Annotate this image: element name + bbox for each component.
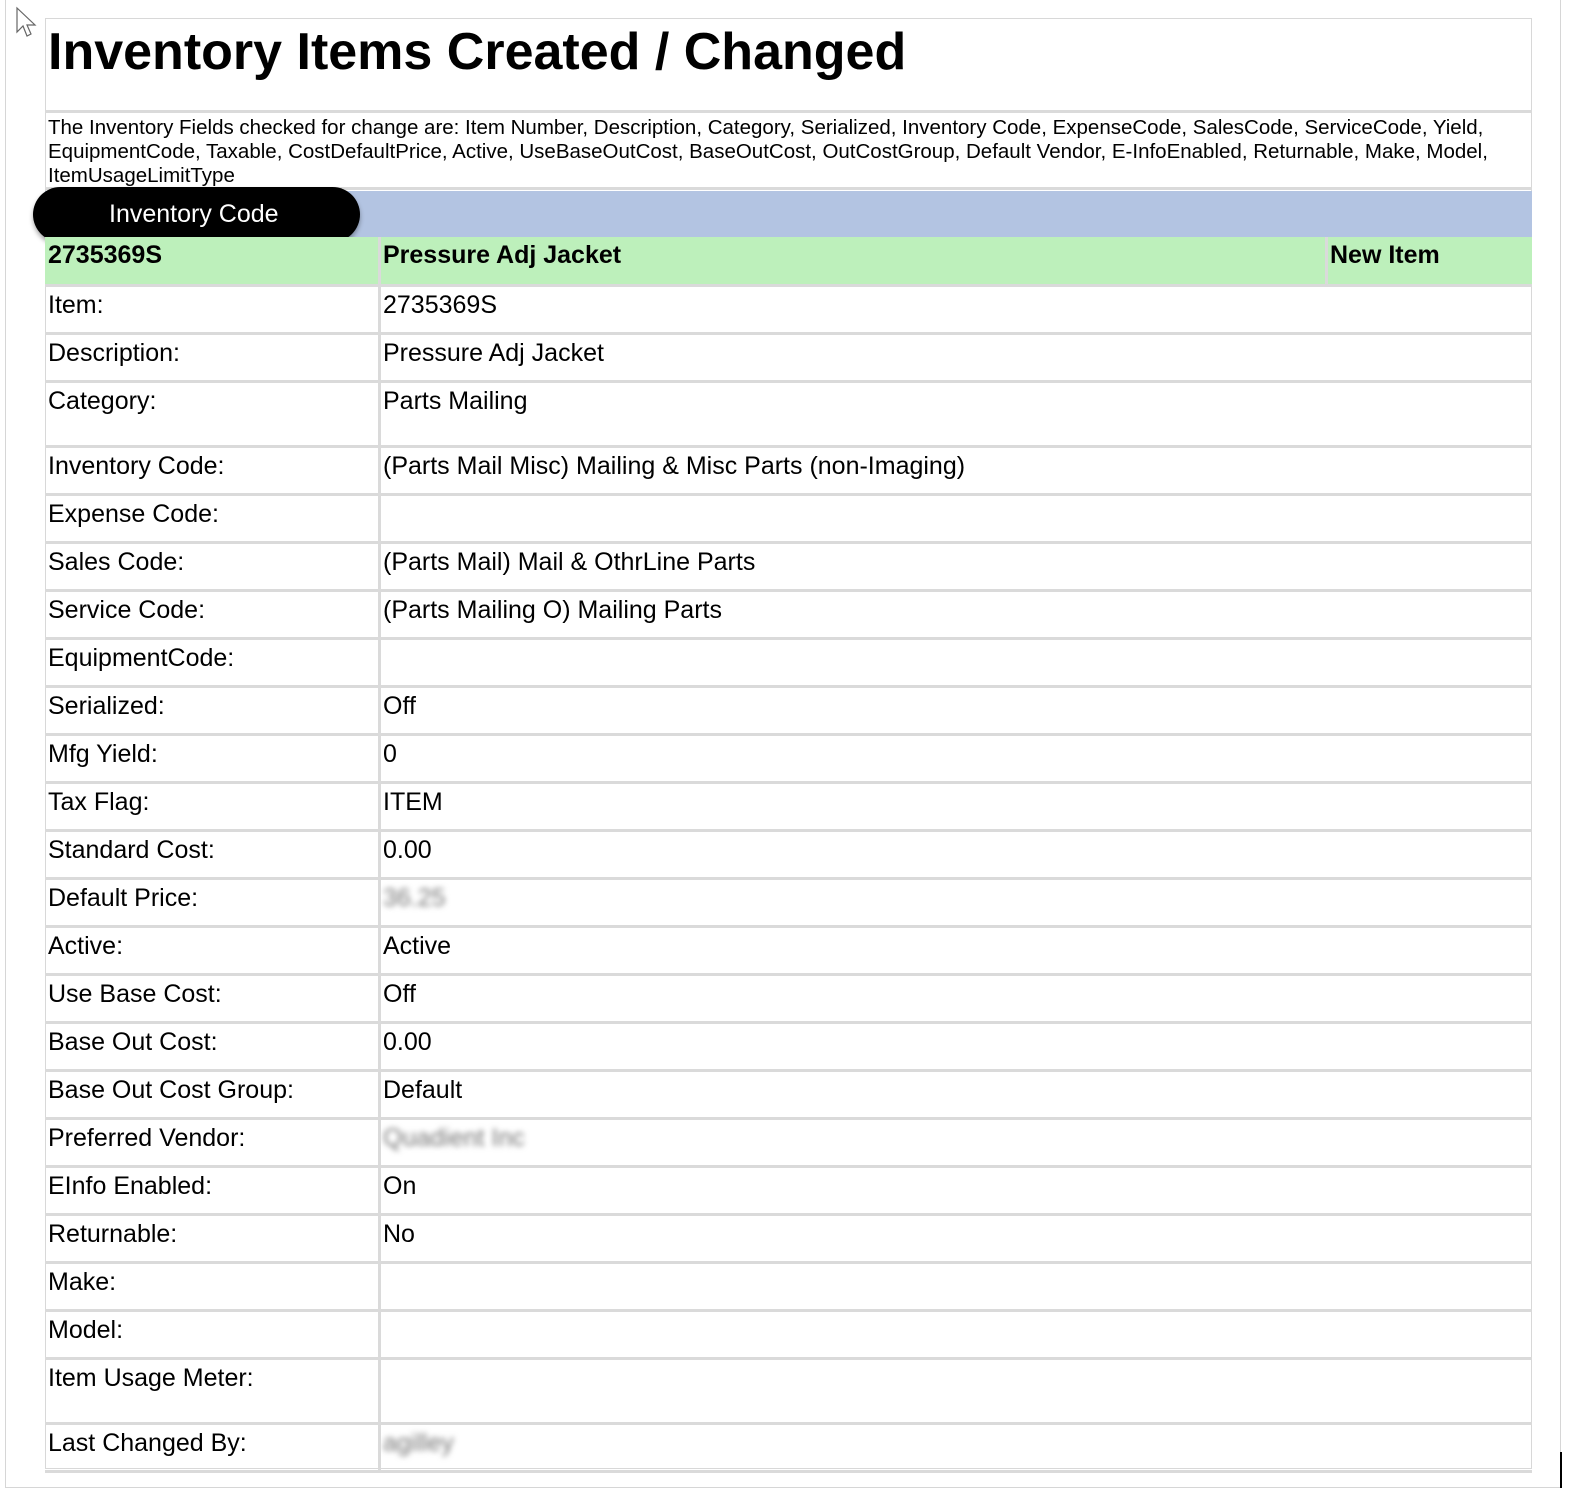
field-value: 0 [383,740,397,768]
column-divider [378,1072,381,1117]
item-status-heading: New Item [1330,241,1440,269]
column-divider [378,1120,381,1165]
field-value: 0.00 [383,836,432,864]
column-divider [378,736,381,781]
field-value: Pressure Adj Jacket [383,339,604,367]
column-divider [378,784,381,829]
column-divider [378,383,381,445]
table-row [45,880,1532,928]
field-label: Item: [48,291,104,319]
table-row [45,1264,1532,1312]
table-row [45,287,1532,335]
inventory-code-callout: Inventory Code [33,187,360,242]
column-divider [378,237,381,284]
table-row [45,1360,1532,1425]
table-row [45,383,1532,448]
field-value: (Parts Mail Misc) Mailing & Misc Parts (non-Imaging) [383,452,966,480]
column-divider [378,544,381,589]
field-label: Mfg Yield: [48,740,158,768]
field-label: Use Base Cost: [48,980,222,1008]
field-label: Expense Code: [48,500,219,528]
column-divider [378,1216,381,1261]
column-divider [378,640,381,685]
field-label: Service Code: [48,596,206,624]
field-label: Category: [48,387,157,415]
table-row [45,1425,1532,1473]
table-row [45,736,1532,784]
field-value: Off [383,692,416,720]
column-divider [378,448,381,493]
table-row [45,688,1532,736]
column-divider [378,832,381,877]
table-row [45,1216,1532,1264]
field-label: Active: [48,932,124,960]
field-value: Active [383,932,452,960]
report-title: Inventory Items Created / Changed [48,23,907,81]
field-label: Serialized: [48,692,165,720]
field-value: On [383,1172,417,1200]
field-label: Preferred Vendor: [48,1124,246,1152]
title-divider [45,110,1532,113]
table-row [45,544,1532,592]
table-row [45,640,1532,688]
column-divider [378,1312,381,1357]
column-divider [378,688,381,733]
field-label: Last Changed By: [48,1429,247,1457]
field-label: Tax Flag: [48,788,150,816]
field-label: Base Out Cost Group: [48,1076,294,1104]
field-value: Parts Mailing [383,387,528,415]
field-value-redacted: Quadient Inc [383,1124,525,1152]
table-row [45,335,1532,383]
table-row [45,592,1532,640]
item-number-heading: 2735369S [48,241,163,269]
column-divider [378,1168,381,1213]
fields-checked-note: The Inventory Fields checked for change are: Item Number, Description, Category, Serialized, Inventory Code, ExpenseCode, SalesCode, ServiceCode, Yield, EquipmentCode, Taxable, CostDefaultPrice, Active, UseBaseOutCost, BaseOutCost, OutCostGroup, Default Vendor, E-InfoEnabled, Returnable, Make, Model, ItemUsageLimitType [48,116,1488,187]
field-label: Returnable: [48,1220,178,1248]
field-value: ITEM [383,788,443,816]
column-divider [1325,237,1328,284]
table-row [45,448,1532,496]
field-label: Item Usage Meter: [48,1364,254,1392]
column-divider [378,880,381,925]
column-divider [378,496,381,541]
table-row [45,1072,1532,1120]
field-label: Base Out Cost: [48,1028,218,1056]
column-divider [378,928,381,973]
field-label: Description: [48,339,180,367]
field-label: Standard Cost: [48,836,215,864]
field-label: Sales Code: [48,548,185,576]
field-value: Off [383,980,416,1008]
field-value: Default [383,1076,463,1104]
item-details-table [45,237,1532,1473]
field-label: Default Price: [48,884,199,912]
field-value: (Parts Mail) Mail & OthrLine Parts [383,548,756,576]
mouse-cursor-icon [15,6,39,44]
table-row [45,1024,1532,1072]
column-divider [378,1264,381,1309]
column-divider [378,1360,381,1422]
field-value-redacted: 36.25 [383,884,446,912]
column-divider [378,592,381,637]
field-label: EquipmentCode: [48,644,235,672]
item-description-heading: Pressure Adj Jacket [383,241,622,269]
column-divider [378,1024,381,1069]
field-value: 0.00 [383,1028,432,1056]
field-value: (Parts Mailing O) Mailing Parts [383,596,722,624]
table-row [45,832,1532,880]
table-row [45,1312,1532,1360]
field-label: EInfo Enabled: [48,1172,213,1200]
field-value: 2735369S [383,291,498,319]
column-divider [378,335,381,380]
field-value: No [383,1220,415,1248]
field-value-redacted: agilley [383,1429,454,1457]
field-label: Make: [48,1268,117,1296]
column-divider [378,1425,381,1470]
table-row [45,976,1532,1024]
item-header-row [45,237,1532,287]
table-row [45,496,1532,544]
column-divider [378,287,381,332]
field-label: Inventory Code: [48,452,225,480]
table-row [45,1120,1532,1168]
table-row [45,928,1532,976]
page-corner-mark [1560,1452,1562,1488]
table-row [45,784,1532,832]
column-divider [378,976,381,1021]
table-row [45,1168,1532,1216]
field-label: Model: [48,1316,124,1344]
